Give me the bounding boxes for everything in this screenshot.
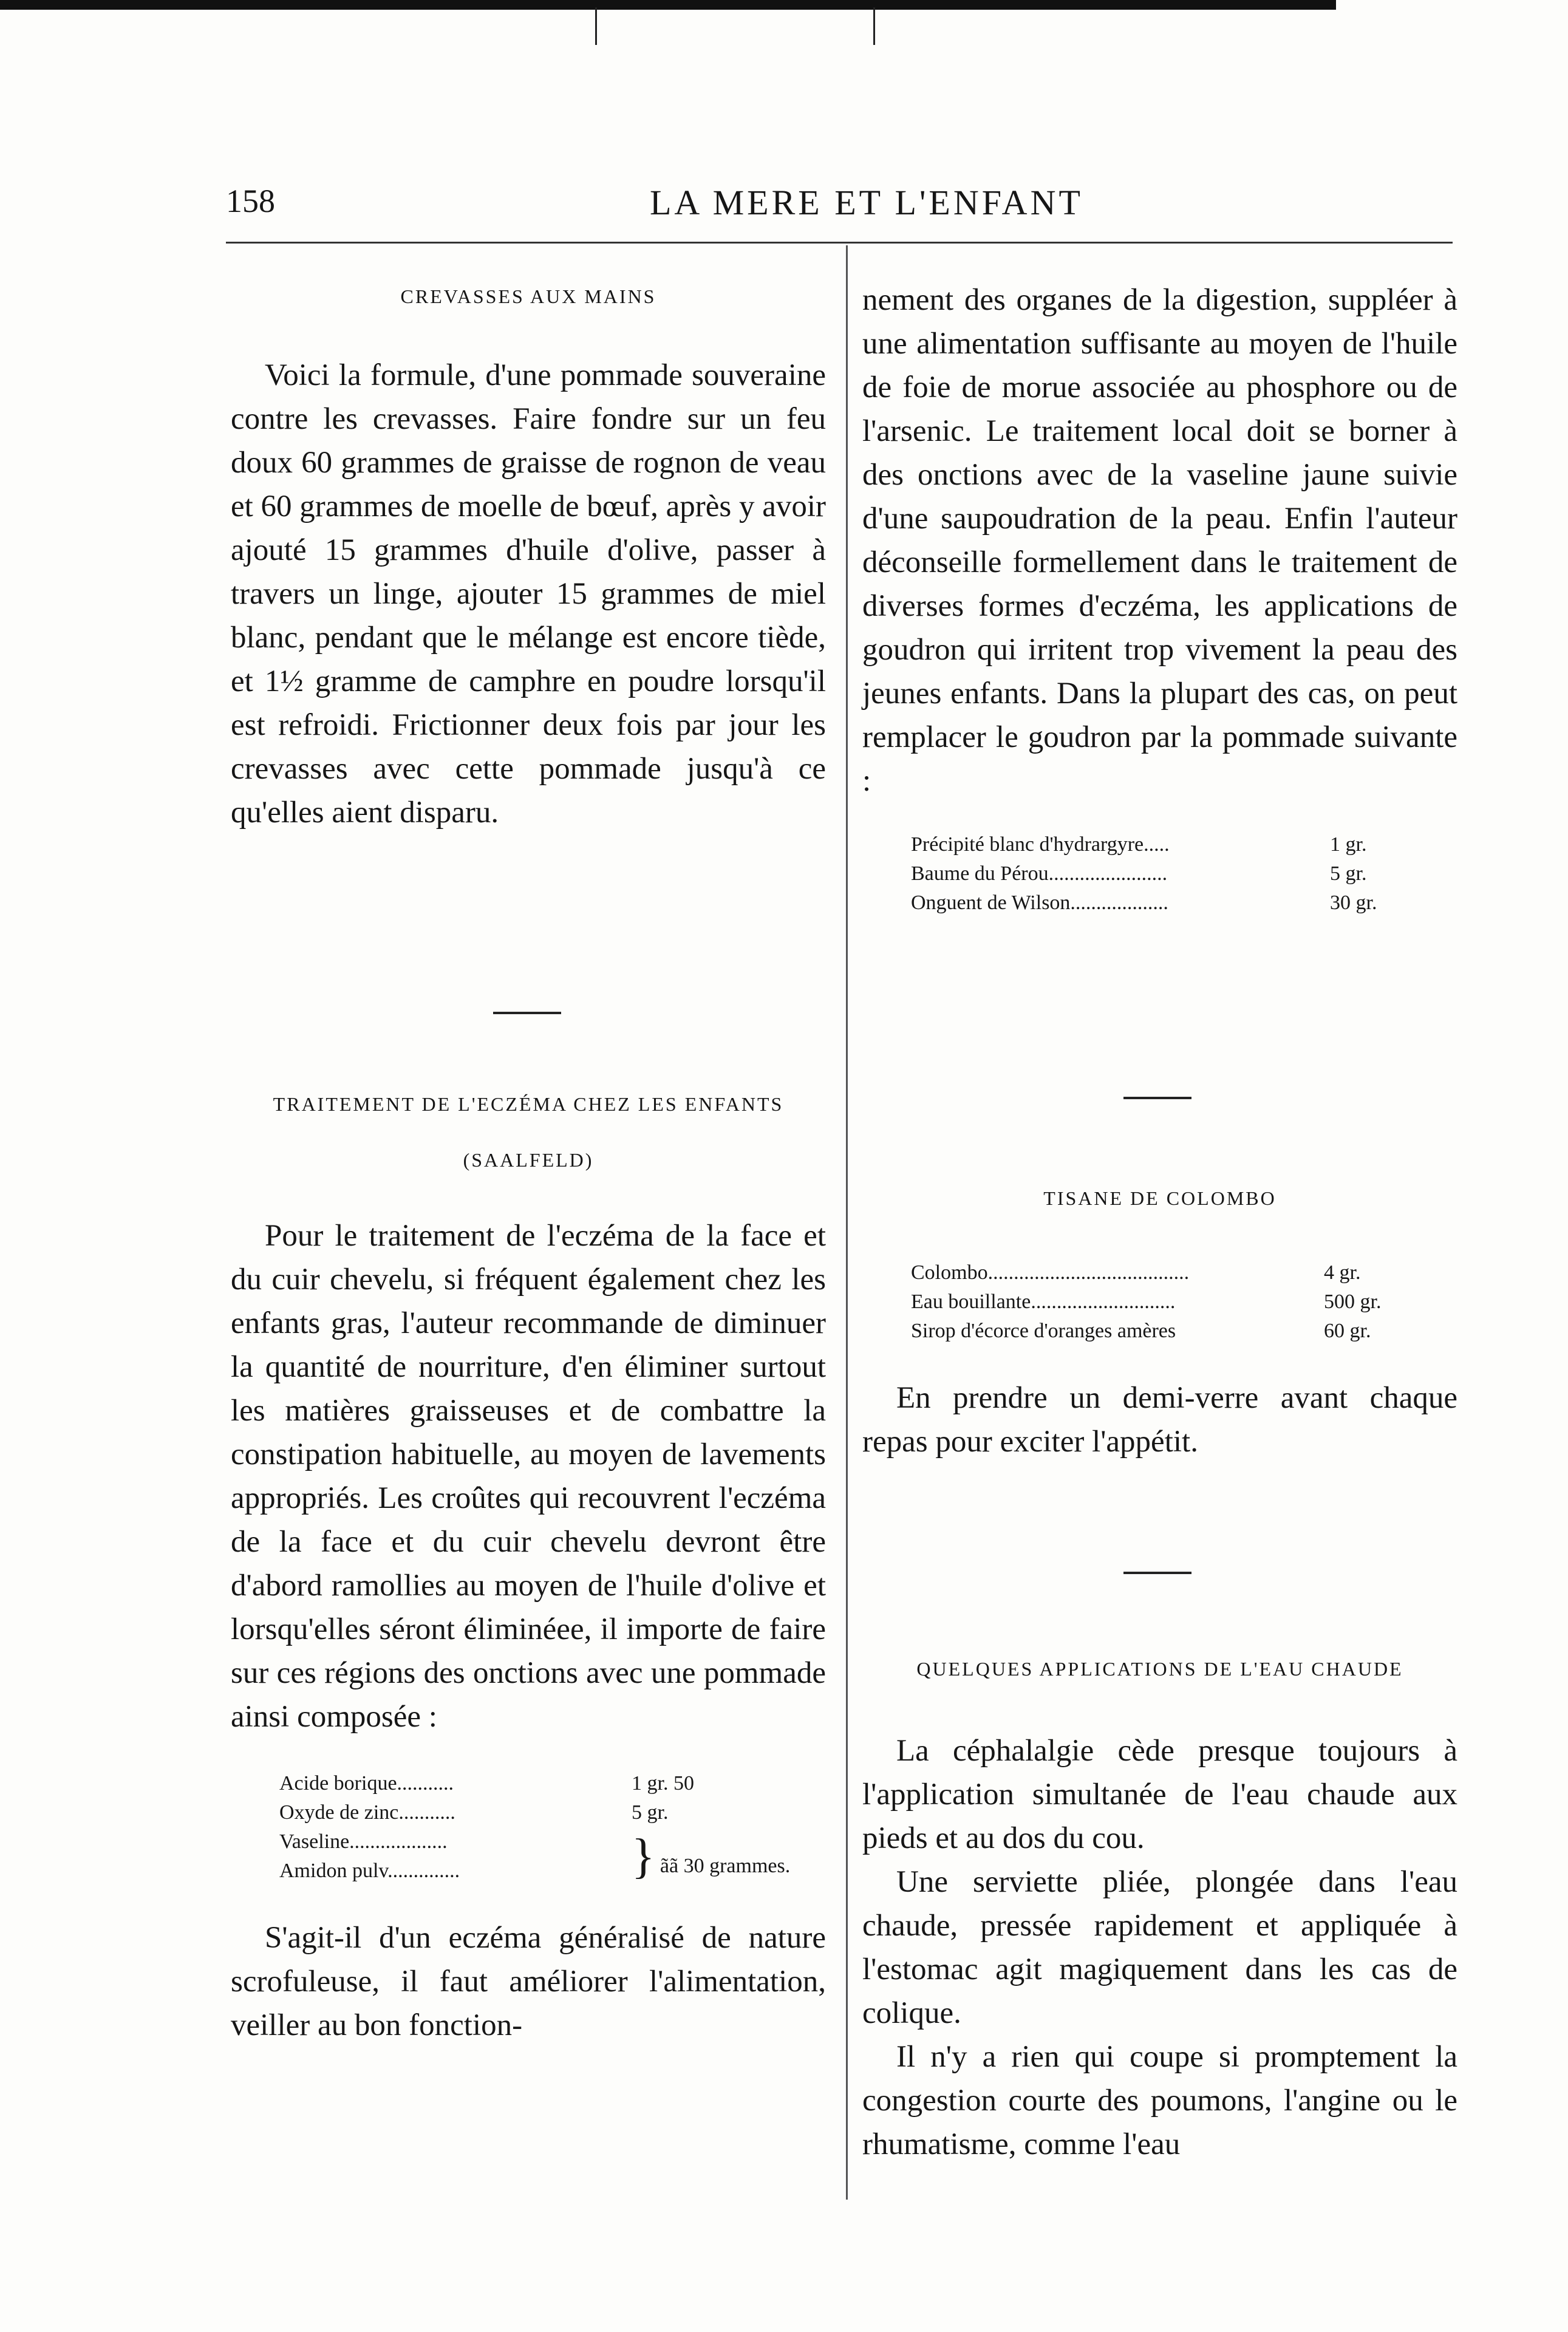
section-eau-chaude bbox=[862, 1658, 1457, 2166]
recipe-item: Oxyde de zinc........... bbox=[279, 1801, 455, 1824]
recipe-item: Amidon pulv.............. bbox=[279, 1860, 460, 1882]
section-eczema-continued bbox=[862, 278, 1457, 918]
recipe-row bbox=[279, 1827, 790, 1856]
scan-top-edge bbox=[0, 0, 1336, 10]
page-header bbox=[0, 182, 1568, 231]
recipe-qty: 5 gr. bbox=[632, 1801, 669, 1824]
section-subtitle: (SAALFELD) bbox=[463, 1149, 594, 1171]
recipe-item: Acide borique........... bbox=[279, 1772, 454, 1795]
scan-mark bbox=[873, 7, 875, 45]
recipe-item: Précipité blanc d'hydrargyre..... bbox=[911, 833, 1170, 856]
paragraph: La céphalalgie cède presque toujours à l'application simultanée de l'eau chaude aux pieds et au dos du cou. bbox=[862, 1734, 1457, 1855]
section-crevasses bbox=[231, 285, 826, 834]
recipe-qty: 1 gr. bbox=[1330, 833, 1367, 856]
recipe-list bbox=[279, 1769, 790, 1886]
header-rule bbox=[226, 242, 1453, 244]
recipe-joint-qty: ãã 30 grammes. bbox=[660, 1855, 791, 1877]
section-body: Voici la formule, d'une pommade souveraine contre les crevasses. Faire fondre sur un feu doux 60 grammes de graisse de rognon de veau et 60 grammes de moelle de bœuf, après y avoir ajouté 15 grammes d'huile d'olive, passer à travers un linge, ajouter 15 grammes de miel blanc, pendant que le mélange est encore tiède, et 1½ gramme de camphre en poudre lorsqu'il est refroidi. Frictionner deux fois par jour les crevasses avec cette pommade jusqu'à ce qu'elles aient disparu. bbox=[231, 358, 827, 830]
section-title: TISANE DE COLOMBO bbox=[1043, 1187, 1277, 1209]
section-title: CREVASSES AUX MAINS bbox=[400, 285, 656, 307]
recipe-qty: 1 gr. 50 bbox=[632, 1772, 694, 1795]
section-separator bbox=[1123, 1572, 1191, 1574]
recipe-item: Sirop d'écorce d'oranges amères bbox=[911, 1320, 1176, 1342]
recipe-item: Eau bouillante............................ bbox=[911, 1290, 1176, 1313]
section-colombo bbox=[862, 1187, 1457, 1464]
recipe-qty bbox=[632, 1827, 790, 1886]
recipe-item: Vaseline................... bbox=[279, 1830, 448, 1853]
recipe-row bbox=[911, 830, 1377, 859]
section-title: QUELQUES APPLICATIONS DE L'EAU CHAUDE bbox=[916, 1658, 1403, 1680]
recipe-item: Baume du Pérou....................... bbox=[911, 862, 1168, 885]
brace: } bbox=[632, 1830, 655, 1883]
section-body: Pour le traitement de l'eczéma de la face et du cuir chevelu, si fréquent également chez les enfants gras, l'auteur recommande de diminuer la quantité de nourriture, d'en éliminer surtout les matières graisseuses et de combattre la constipation habituelle, au moyen de lavements appropriés. Les croûtes qui recouvrent l'eczéma de la face et du cuir chevelu devront être d'abord ramollies au moyen de l'huile d'olive et lorsqu'elles séront éliminéee, il importe de faire sur ces régions des onctions avec une pommade ainsi composée : bbox=[231, 1219, 826, 1734]
recipe-row bbox=[911, 888, 1377, 918]
recipe-qty: 4 gr. bbox=[1324, 1261, 1361, 1284]
recipe-item: Colombo....................................... bbox=[911, 1261, 1190, 1284]
recipe-row bbox=[279, 1769, 790, 1798]
recipe-row bbox=[911, 1258, 1381, 1287]
section-separator bbox=[493, 1012, 561, 1014]
section-body: En prendre un demi-verre avant chaque repas pour exciter l'appétit. bbox=[862, 1381, 1457, 1459]
recipe-item: Onguent de Wilson................... bbox=[911, 892, 1168, 914]
section-body: S'agit-il d'un eczéma généralisé de nature scrofuleuse, il faut améliorer l'alimentation, veiller au bon fonction- bbox=[231, 1921, 826, 2042]
paragraph: Une serviette pliée, plongée dans l'eau chaude, pressée rapidement et appliquée à l'estomac agit magiquement dans les cas de colique. bbox=[862, 1865, 1457, 2030]
recipe-row bbox=[279, 1798, 790, 1827]
scan-mark bbox=[595, 7, 597, 45]
section-body: nement des organes de la digestion, suppléer à une alimentation suffisante au moyen de l'huile de foie de morue associée au phosphore ou de l'arsenic. Le traitement local doit se borner à des onctions avec de la vaseline jaune suivie d'une saupoudration de la peau. Enfin l'auteur déconseille formellement dans le traitement de diverses formes d'eczéma, les applications de goudron qui irritent trop vivement la peau des jeunes enfants. Dans la plupart des cas, on peut remplacer le goudron par la pommade suivante : bbox=[862, 283, 1457, 798]
section-eczema bbox=[231, 1093, 826, 2047]
recipe-qty: 60 gr. bbox=[1324, 1320, 1371, 1342]
recipe-row bbox=[911, 1287, 1381, 1317]
running-title: LA MERE ET L'ENFANT bbox=[650, 183, 1083, 222]
paragraph: Il n'y a rien qui coupe si promptement la congestion courte des poumons, l'angine ou le rhumatisme, comme l'eau bbox=[862, 2040, 1457, 2161]
recipe-list bbox=[911, 1258, 1381, 1346]
recipe-row bbox=[911, 1317, 1381, 1346]
section-title: TRAITEMENT DE L'ECZÉMA CHEZ LES ENFANTS bbox=[273, 1093, 784, 1115]
column-divider bbox=[846, 245, 848, 2200]
recipe-qty: 5 gr. bbox=[1330, 862, 1367, 885]
recipe-row bbox=[911, 859, 1377, 888]
recipe-list bbox=[911, 830, 1377, 918]
recipe-qty: 30 gr. bbox=[1330, 892, 1377, 914]
page-number: 158 bbox=[226, 183, 275, 219]
section-separator bbox=[1123, 1097, 1191, 1099]
recipe-qty: 500 gr. bbox=[1324, 1290, 1382, 1313]
